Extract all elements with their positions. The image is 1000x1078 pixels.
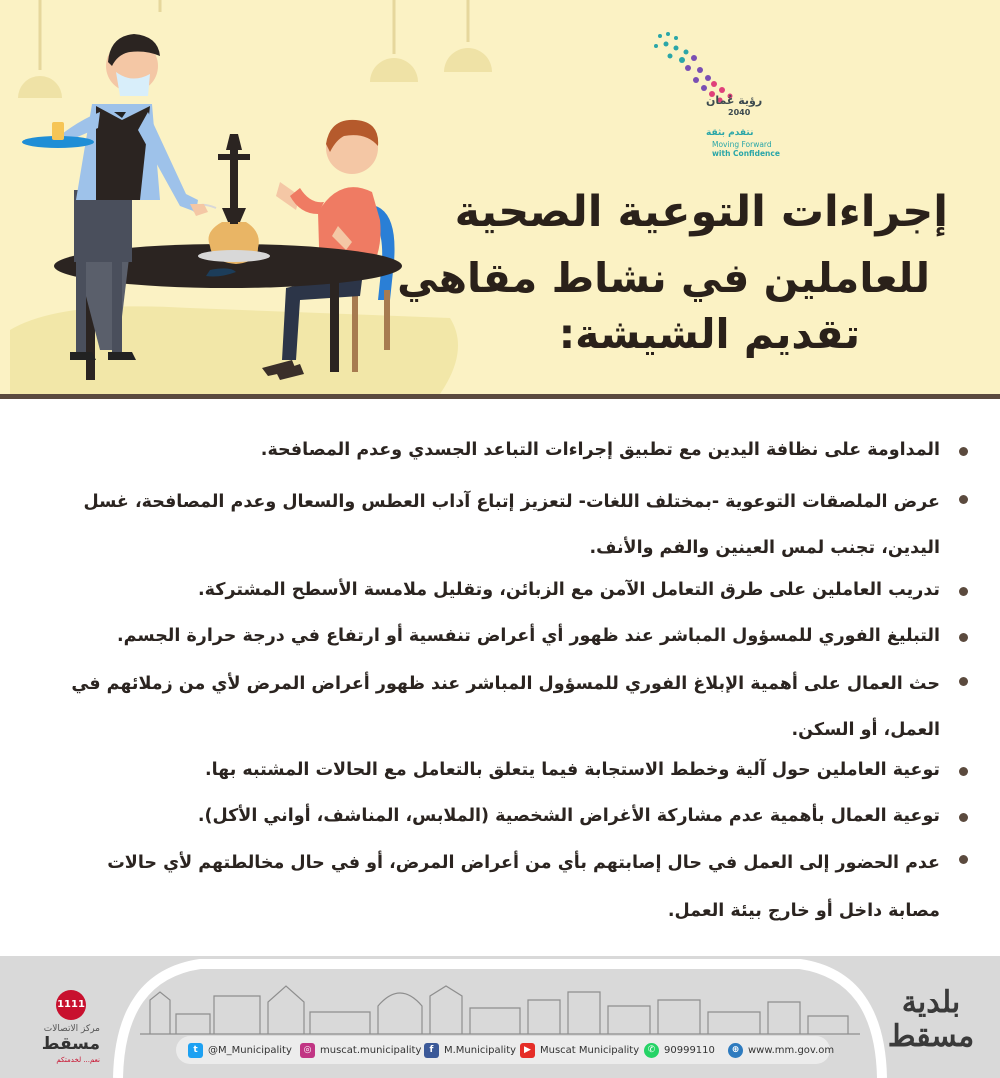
social-youtube-text: Muscat Municipality [540,1044,640,1056]
social-whatsapp[interactable] [644,1043,715,1057]
muscat-municipality-logo: بلدية مسقط [887,985,975,1054]
list-item-text: المداومة على نظافة اليدين مع تطبيق إجراءات التباعد الجسدي وعدم المصافحة. [260,440,940,460]
header-banner [0,0,1000,394]
facebook-icon: f [424,1043,439,1058]
social-twitter[interactable] [188,1043,292,1057]
list-item [60,797,940,835]
list-item-text: حث العمال على أهمية الإبلاغ الفوري للمسؤول المباشر عند ظهور أعراض المرض لأي من زملائهم في العمل، أو السكن. [71,674,940,740]
list-item-text: توعية العاملين حول آلية وخطط الاستجابة فيما يتعلق بالتعامل مع الحالات المشتبه بها. [204,760,940,780]
twitter-icon: t [188,1043,203,1058]
call-center-badge: 1111 [56,990,86,1020]
social-instagram-text: muscat.municipality [320,1044,422,1056]
hookah [194,134,270,277]
youtube-icon: ▶ [520,1043,535,1058]
page-title-line-3: تقديم الشيشة: [558,310,860,358]
bullet-dot [959,633,968,642]
list-item-text: التبليغ الفوري للمسؤول المباشر عند ظهور أي أعراض تنفسية أو ارتفاع في درجة حرارة الجسم. [117,626,940,646]
bullet-dot [959,447,968,456]
vision-tagline-en-1: Moving Forward [712,140,772,149]
bullet-dot [959,587,968,596]
list-item [60,839,940,935]
list-item [60,571,940,609]
list-item [60,431,940,469]
vision-tagline-ar: نتقدم بثقة [706,128,754,138]
social-twitter-text: @M_Municipality [208,1044,292,1056]
bullet-dot [959,767,968,776]
oman-vision-2040-logo [640,28,780,168]
social-instagram[interactable] [300,1043,421,1057]
list-item-text: تدريب العاملين على طرق التعامل الآمن مع الزبائن، وتقليل ملامسة الأسطح المشتركة. [198,580,940,600]
list-item [60,617,940,655]
instagram-icon: ◎ [300,1043,315,1058]
bullet-dot [959,855,968,864]
call-center-label-3: نعم... لخدمتكم [56,1056,100,1064]
social-youtube[interactable] [520,1043,639,1057]
guidelines-list [0,399,1000,956]
list-item-text: توعية العمال بأهمية عدم مشاركة الأغراض الشخصية (الملابس، المناشف، أواني الأكل). [197,806,940,826]
footer [0,956,1000,1078]
muscat-skyline-illustration [0,956,1000,1078]
web-icon: ⊕ [728,1043,743,1058]
list-item [60,479,940,571]
page-title-line-1: إجراءات التوعية الصحية [454,187,948,237]
list-item-text: عدم الحضور إلى العمل في حال إصابتهم بأي من أعراض المرض، أو في حال مخالطتهم لأي حالات مصابة داخل أو خارج بيئة العمل. [107,853,940,921]
list-item [60,751,940,789]
call-center-label-1: مركز الاتصالات [43,1024,100,1034]
list-item [60,661,940,753]
social-whatsapp-text: 90999110 [664,1044,715,1056]
hanging-lamps [18,0,492,98]
vision-year: 2040 [728,108,751,117]
call-center-logo [30,990,100,1070]
call-center-label-2: مسقط [41,1034,100,1054]
vision-tagline-en-2: with Confidence [712,149,780,158]
social-facebook[interactable] [424,1043,516,1057]
social-facebook-text: M.Municipality [444,1044,517,1056]
bullet-dot [959,495,968,504]
page-title-line-2: للعاملين في نشاط مقاهي [397,254,930,302]
social-website-text: www.mm.gov.om [748,1044,835,1056]
list-item-text: عرض الملصقات التوعوية -بمختلف اللغات- لتعزيز إتباع آداب العطس والسعال وعدم المصافحة، غسل اليدين، تجنب لمس العينين والفم والأنف. [83,492,940,558]
bullet-dot [959,813,968,822]
vision-arabic-name: رؤية عُمان [706,94,763,107]
whatsapp-icon: ✆ [644,1043,659,1058]
social-website[interactable] [728,1043,834,1057]
bullet-dot [959,677,968,686]
